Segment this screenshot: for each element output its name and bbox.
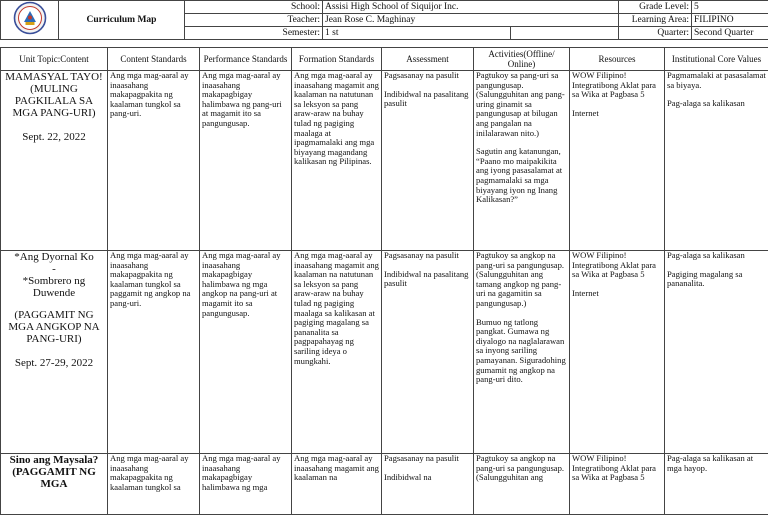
resource-item: WOW Filipino! Integratibong Aklat para sa Wika at Pagbasa 5 xyxy=(572,71,662,100)
topic-title: Sino ang Maysala? (PAGGAMIT NG MGA xyxy=(3,454,105,490)
semester-value: 1 st xyxy=(323,27,511,40)
grade-label: Grade Level: xyxy=(619,1,692,13)
activities-cell xyxy=(474,71,570,251)
activities-cell xyxy=(474,251,570,454)
quarter-cell xyxy=(619,27,768,40)
teacher-label: Teacher: xyxy=(185,14,323,27)
header-table xyxy=(0,0,768,40)
formation-standard-cell: Ang mga mag-aaral ay inaasahang magamit ang kaalaman na xyxy=(292,454,382,515)
content-standard-cell: Ang mga mag-aaral ay inaasahang makapagpakita ng kaalaman tungkol sa xyxy=(108,454,200,515)
semester-label: Semester: xyxy=(185,27,323,40)
core-values-cell xyxy=(665,454,768,515)
topic-subtitle: (MULING PAGKILALA SA MGA PANG-URI) xyxy=(3,83,105,119)
performance-standard-cell: Ang mga mag-aaral ay inaasahang makapagbigay halimbawa ng mga angkop na pang-uri at magamit ito sa pangungusap. xyxy=(200,251,292,454)
resource-item: Internet xyxy=(572,109,662,119)
formation-standard-cell: Ang mga mag-aaral ay inaasahang magamit ang kaalaman na natutunan sa leksyon sa pang araw-araw na buhay tulad ng pagiging maalaga at ipagmamalaki ang mga biyayang magandang kalikasan ng Pilipinas. xyxy=(292,71,382,251)
col-header: Institutional Core Values xyxy=(665,48,768,71)
assessment-cell xyxy=(382,71,474,251)
column-headers xyxy=(1,48,768,71)
col-header: Resources xyxy=(570,48,665,71)
assessment-cell xyxy=(382,251,474,454)
value-item: Pagiging magalang sa pananalita. xyxy=(667,270,766,289)
resource-item: Internet xyxy=(572,289,662,299)
value-item: Pag-alaga sa kalikasan at mga hayop. xyxy=(667,454,766,473)
area-cell xyxy=(619,14,768,27)
blank-cell xyxy=(511,27,619,40)
topic-title: *Sombrero ng Duwende xyxy=(3,275,105,299)
core-values-cell xyxy=(665,251,768,454)
logo-cell xyxy=(1,1,59,40)
table-row xyxy=(1,71,768,251)
assessment-item: Indibidwal na pasalitang pasulit xyxy=(384,270,471,289)
quarter-label: Quarter: xyxy=(619,27,692,39)
assessment-item: Pagsasanay na pasulit xyxy=(384,71,471,81)
assessment-item: Pagsasanay na pasulit xyxy=(384,251,471,261)
assessment-item: Indibidwal na xyxy=(384,473,471,483)
activity-item: Pagtukoy sa angkop na pang-uri sa pangungusap. (Salungguhitan ang tamang angkop ng pang-uri na gagamitin sa pangungusap.) xyxy=(476,251,567,309)
col-header: Unit Topic:Content xyxy=(1,48,108,71)
page-title: Curriculum Map xyxy=(59,1,185,40)
activity-item: Pagtukoy sa pang-uri sa pangungusap. (Salungguhitan ang pang-uring ginamit sa pangungusap at bilugan ang pangalan na inilalarawan nito.) xyxy=(476,71,567,138)
unit-topic-cell xyxy=(1,251,108,454)
assessment-item: Pagsasanay na pasulit xyxy=(384,454,471,464)
school-value: Assisi High School of Siquijor Inc. xyxy=(323,1,619,14)
unit-topic-cell xyxy=(1,454,108,515)
grade-cell xyxy=(619,1,768,14)
assessment-item: Indibidwal na pasalitang pasulit xyxy=(384,90,471,109)
topic-title: MAMASYAL TAYO! xyxy=(3,71,105,83)
curriculum-table xyxy=(0,47,768,515)
teacher-value: Jean Rose C. Maghinay xyxy=(323,14,619,27)
deped-seal-icon xyxy=(13,1,47,35)
col-header: Activities(Offline/ Online) xyxy=(474,48,570,71)
resource-item: WOW Filipino! Integratibong Aklat para sa Wika at Pagbasa 5 xyxy=(572,251,662,280)
quarter-value: Second Quarter xyxy=(692,27,753,39)
area-value: FILIPINO xyxy=(692,14,734,26)
topic-date: Sept. 27-29, 2022 xyxy=(3,357,105,369)
content-standard-cell: Ang mga mag-aaral ay inaasahang makapagpakita ng kaalaman tungkol sa paggamit ng angkop na pang-uri. xyxy=(108,251,200,454)
topic-title: *Ang Dyornal Ko xyxy=(3,251,105,263)
activities-cell xyxy=(474,454,570,515)
table-row xyxy=(1,251,768,454)
resources-cell xyxy=(570,251,665,454)
core-values-cell xyxy=(665,71,768,251)
col-header: Assessment xyxy=(382,48,474,71)
area-label: Learning Area: xyxy=(619,14,692,26)
activity-item: Sagutin ang katanungan, “Paano mo maipakikita ang iyong pasasalamat at pagmamalaki sa mga biyayang iyon ng Inang Kalikasan?” xyxy=(476,147,567,205)
activity-item: Bumuo ng tatlong pangkat. Gumawa ng diyalogo na naglalarawan sa inyong sariling pamayanan. Siguradohing gumamit ng angkop na pang-uri dito. xyxy=(476,318,567,385)
value-item: Pagmamalaki at pasasalamat sa biyaya. xyxy=(667,71,766,90)
assessment-cell xyxy=(382,454,474,515)
performance-standard-cell: Ang mga mag-aaral ay inaasahang makapagbigay halimbawa ng pang-uri at magamit ito sa pangungusap. xyxy=(200,71,292,251)
performance-standard-cell: Ang mga mag-aaral ay inaasahang makapagbigay halimbawa ng mga xyxy=(200,454,292,515)
col-header: Performance Standards xyxy=(200,48,292,71)
unit-topic-cell xyxy=(1,71,108,251)
resources-cell xyxy=(570,71,665,251)
formation-standard-cell: Ang mga mag-aaral ay inaasahang magamit ang kaalaman na natutunan sa leksyon sa pang araw-araw na buhay tulad ng pagiging maalaga sa kalikasan at pagiging magalang sa pananalita sa pagpapahayag ng sariling ideya o mungkahi. xyxy=(292,251,382,454)
resources-cell xyxy=(570,454,665,515)
resource-item: WOW Filipino! Integratibong Aklat para sa Wika at Pagbasa 5 xyxy=(572,454,662,483)
topic-date: Sept. 22, 2022 xyxy=(3,131,105,143)
col-header: Formation Standards xyxy=(292,48,382,71)
value-item: Pag-alaga sa kalikasan xyxy=(667,251,766,261)
topic-separator: - xyxy=(3,263,105,275)
topic-subtitle: (PAGGAMIT NG MGA ANGKOP NA PANG-URI) xyxy=(3,309,105,345)
content-standard-cell: Ang mga mag-aaral ay inaasahang makapagpakita ng kaalaman tungkol sa pang-uri. xyxy=(108,71,200,251)
activity-item: Pagtukoy sa angkop na pang-uri sa pangungusap. (Salungguhitan ang xyxy=(476,454,567,483)
col-header: Content Standards xyxy=(108,48,200,71)
school-label: School: xyxy=(185,1,323,14)
value-item: Pag-alaga sa kalikasan xyxy=(667,99,766,109)
grade-value: 5 xyxy=(692,1,699,13)
table-row xyxy=(1,454,768,515)
